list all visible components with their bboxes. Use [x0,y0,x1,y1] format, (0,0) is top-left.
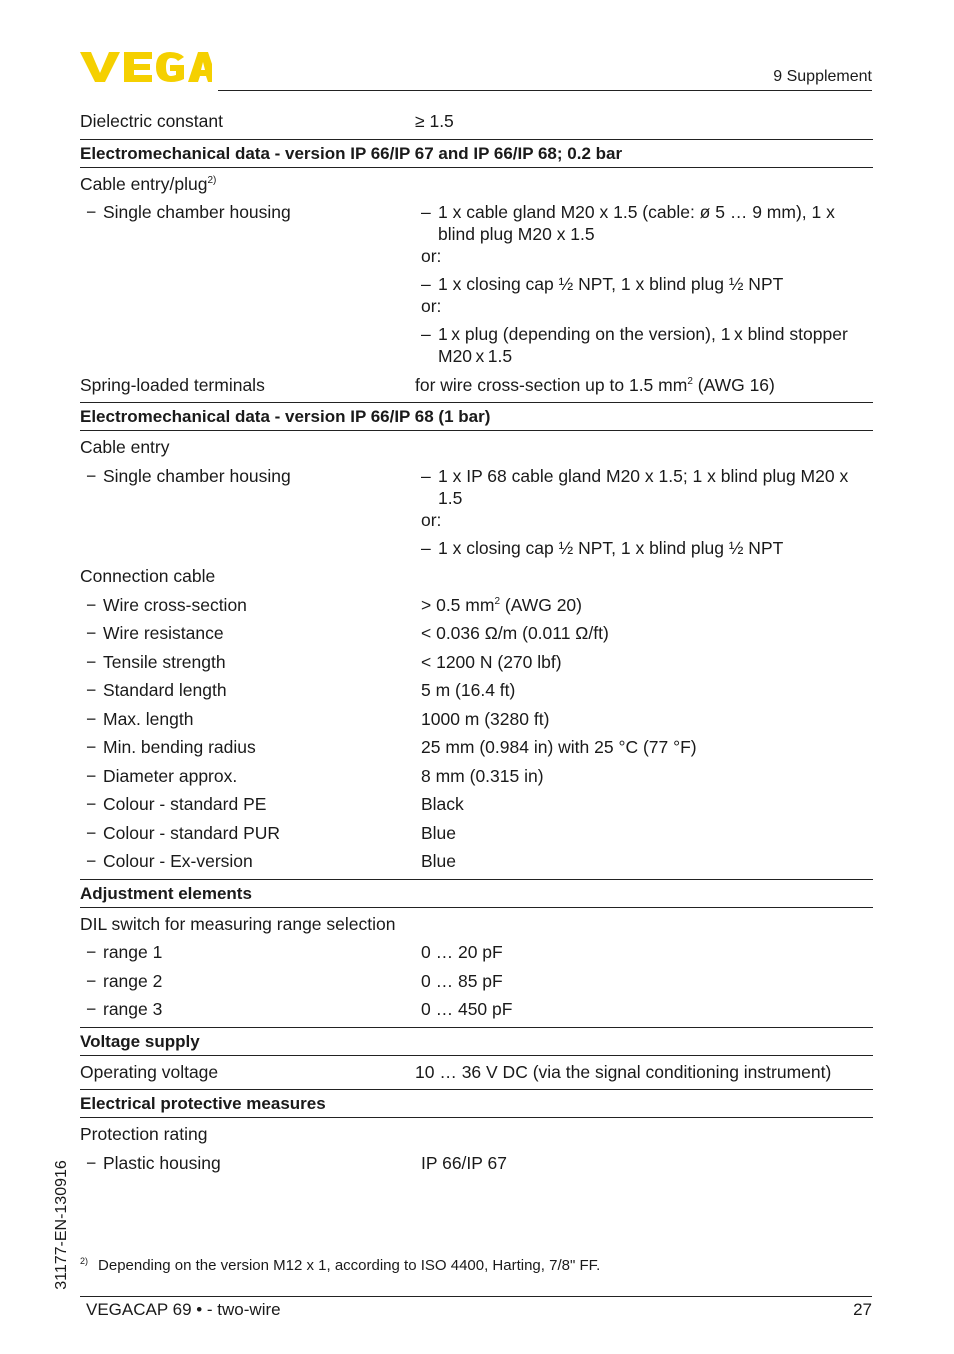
dielectric-row [80,110,873,132]
dielectric-value: ≥ 1.5 [415,111,454,131]
connection-cable-label: Connection cable [80,566,216,586]
spec-row [80,765,873,787]
single-chamber-label: − Single chamber housing [80,465,421,559]
footnote-ref: 2) [207,174,217,186]
range-row [80,941,873,963]
cable-entry-plug-text: Cable entry/plug [80,173,208,194]
superscript: 2 [494,595,500,607]
plastic-housing-value: IP 66/IP 67 [421,1152,507,1173]
spec-label: − Max. length [80,708,421,730]
vega-logo [80,50,212,89]
cable-entry-plug-label [80,173,415,195]
spec-row [80,651,873,673]
spec-value: 1000 m (3280 ft) [421,708,550,729]
spec-row [80,708,873,730]
operating-voltage-value: 10 … 36 V DC (via the signal conditioning instrument) [415,1061,832,1082]
cable-entry-label: Cable entry [80,437,170,457]
header-rule [218,90,872,91]
protection-rating-label: Protection rating [80,1124,208,1144]
range-label: − range 2 [80,970,421,992]
section-heading-ip68: Electromechanical data - version IP 66/IP 68 (1 bar) [80,402,873,431]
section-heading-protective: Electrical protective measures [80,1089,873,1118]
range-value: 0 … 85 pF [421,970,503,991]
option-closing-cap: – 1 x closing cap ½ NPT, 1 x blind plug ½ NPT [421,537,873,559]
spec-value: Black [421,794,464,814]
wire-cross-section-value [421,594,873,616]
spec-label: − Min. bending radius [80,736,421,758]
document-code: 31177-EN-130916 [53,1160,70,1290]
wire-cross-section-unit: (AWG 20) [500,594,582,615]
cable-entry-plug-row [80,173,873,195]
single-chamber-options [421,465,873,559]
option-cable-gland: – 1 x cable gland M20 x 1.5 (cable: ø 5 … 9 mm), 1 x blind plug M20 x 1.5 [421,201,873,245]
spec-label: − Diameter approx. [80,765,421,787]
spec-label: − Wire resistance [80,622,421,644]
operating-voltage-row [80,1061,873,1083]
section-heading-adjustment: Adjustment elements [80,879,873,908]
or-text: or: [421,509,442,530]
footnote-mark: 2) [80,1256,89,1266]
spring-terminals-value [415,374,873,396]
spec-row [80,622,873,644]
connection-cable-row [80,565,873,587]
spec-label: − Colour - Ex-version [80,850,421,872]
plastic-housing-label: − Plastic housing [80,1152,421,1174]
spec-content [80,110,873,1180]
wire-cross-section-text: > 0.5 mm [421,594,495,615]
range-label: − range 3 [80,998,421,1020]
spring-terminals-unit: (AWG 16) [692,374,775,395]
spring-terminals-text: for wire cross-section up to 1.5 mm [415,374,688,395]
spec-label: − Colour - standard PUR [80,822,421,844]
footer-rule [80,1296,872,1297]
section-label: 9 Supplement [773,68,872,85]
plastic-housing-row [80,1152,873,1174]
single-chamber-options [421,201,873,367]
spring-terminals-row [80,374,873,396]
single-chamber-row [80,201,873,367]
spec-row [80,850,873,872]
option-closing-cap: – 1 x closing cap ½ NPT, 1 x blind plug ½ NPT [421,273,873,295]
dielectric-label: Dielectric constant [80,111,223,131]
option-plug: – 1 x plug (depending on the version), 1 x blind stopper M20 x 1.5 [421,323,873,367]
single-chamber-label: − Single chamber housing [80,201,421,367]
range-label: − range 1 [80,941,421,963]
section-heading-ip67: Electromechanical data - version IP 66/IP 67 and IP 66/IP 68; 0.2 bar [80,139,873,168]
footer-product: VEGACAP 69 • - two-wire [86,1300,281,1319]
vega-logo-graphic [80,50,212,84]
or-text: or: [421,246,442,266]
spec-row [80,679,873,701]
spec-value: 5 m (16.4 ft) [421,680,516,700]
spec-value: Blue [421,822,457,843]
range-value: 0 … 20 pF [421,942,503,962]
spring-terminals-label: Spring-loaded terminals [80,374,265,395]
spec-value: < 0.036 Ω/m (0.011 Ω/ft) [421,623,609,643]
option-cable-gland: – 1 x IP 68 cable gland M20 x 1.5; 1 x blind plug M20 x 1.5 [421,465,873,509]
spec-value: 25 mm (0.984 in) with 25 °C (77 °F) [421,737,697,757]
spec-label: − Standard length [80,679,421,701]
footnote [80,1256,600,1274]
spec-value: Blue [421,851,457,871]
spec-value: 8 mm (0.315 in) [421,765,544,786]
wire-cross-section-row [80,594,873,616]
spec-row [80,822,873,844]
section-heading-voltage: Voltage supply [80,1027,873,1056]
page-number: 27 [853,1300,872,1319]
range-value: 0 … 450 pF [421,999,513,1019]
single-chamber-row [80,465,873,559]
spec-value: < 1200 N (270 lbf) [421,651,562,672]
dil-switch-label: DIL switch for measuring range selection [80,913,396,934]
range-row [80,998,873,1020]
spec-row [80,793,873,815]
protection-rating-row [80,1123,873,1145]
footnote-text: Depending on the version M12 x 1, according to ISO 4400, Harting, 7/8" FF. [98,1257,601,1274]
spec-label: − Tensile strength [80,651,421,673]
dil-switch-row [80,913,873,935]
wire-cross-section-label: − Wire cross-section [80,594,421,616]
spec-row [80,736,873,758]
operating-voltage-label: Operating voltage [80,1061,219,1082]
spec-label: − Colour - standard PE [80,793,421,815]
superscript: 2 [687,375,693,387]
cable-entry-row [80,436,873,458]
range-row [80,970,873,992]
or-text: or: [421,296,442,316]
